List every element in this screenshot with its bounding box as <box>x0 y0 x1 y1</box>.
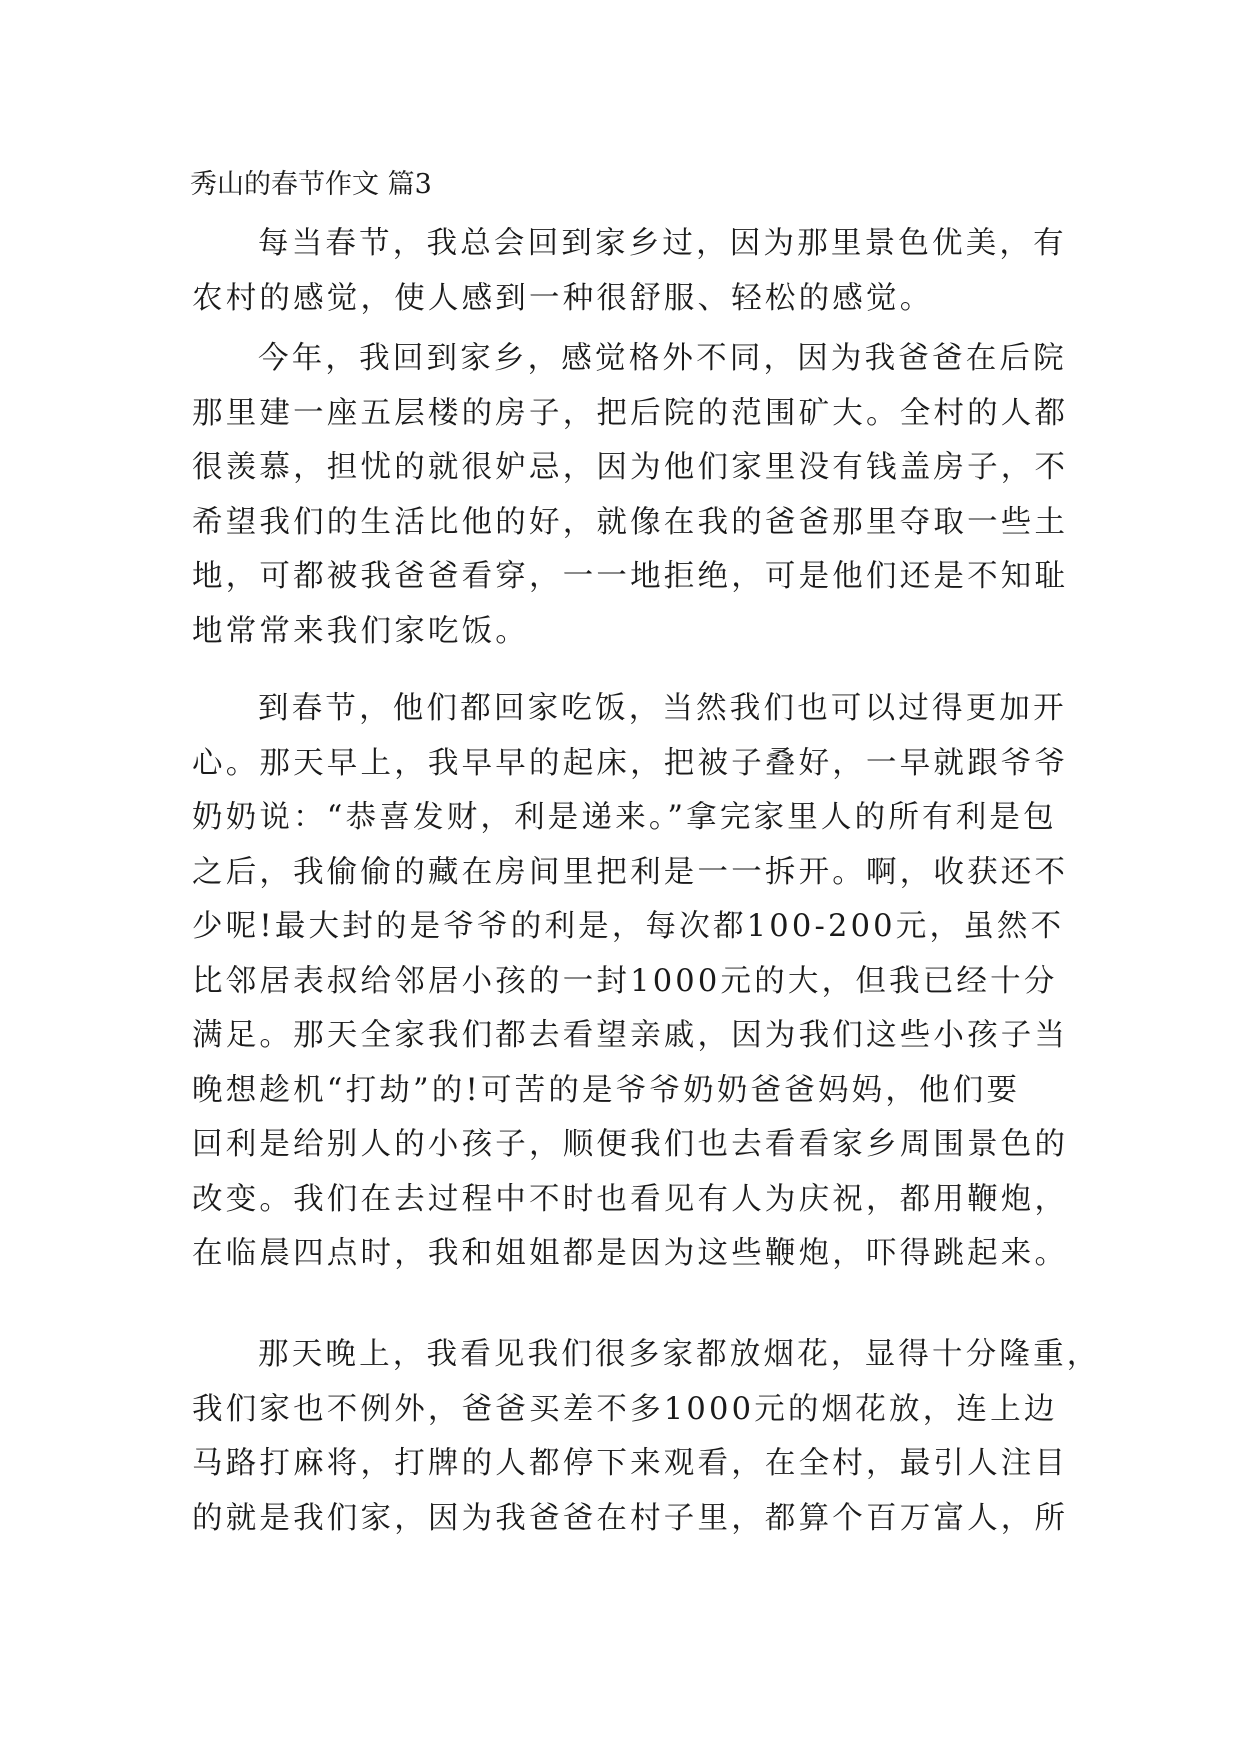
text-line: 奶奶说：“恭喜发财，利是递来。”拿完家里人的所有利是包 <box>192 800 1057 835</box>
text-line: 回利是给别人的小孩子，顺便我们也去看看家乡周围景色的 <box>192 1127 1069 1162</box>
document-title: 秀山的春节作文 篇3 <box>190 169 432 200</box>
text-line: 那天晚上，我看见我们很多家都放烟花，显得十分隆重， <box>258 1337 1101 1372</box>
paragraph-4 <box>192 1328 1101 1546</box>
text-line: 在临晨四点时，我和姐姐都是因为这些鞭炮，吓得跳起来。 <box>192 1236 1069 1271</box>
text-line: 晚想趁机“打劫”的!可苦的是爷爷奶奶爸爸妈妈，他们要 <box>192 1072 1021 1108</box>
text-line: 之后，我偷偷的藏在房间里把利是一一拆开。啊，收获还不 <box>192 854 1069 890</box>
paragraph-2 <box>192 332 1069 659</box>
text-line: 我们家也不例外，爸爸买差不多1000元的烟花放，连上边 <box>192 1391 1058 1427</box>
text-line: 的就是我们家，因为我爸爸在村子里，都算个百万富人，所 <box>192 1500 1069 1536</box>
text-line: 农村的感觉，使人感到一种很舒服、轻松的感觉。 <box>192 280 934 316</box>
text-line: 比邻居表叔给邻居小孩的一封1000元的大，但我已经十分 <box>192 963 1058 999</box>
paragraph-3 <box>192 682 1069 1282</box>
text-line: 马路打麻将，打牌的人都停下来观看，在全村，最引人注目 <box>192 1446 1069 1481</box>
text-line: 少呢!最大封的是爷爷的利是，每次都100-200元，虽然不 <box>192 909 1065 944</box>
text-line: 到春节，他们都回家吃饭，当然我们也可以过得更加开 <box>258 691 1067 726</box>
text-line: 地常常来我们家吃饭。 <box>192 613 529 649</box>
text-line: 那里建一座五层楼的房子，把后院的范围矿大。全村的人都 <box>192 395 1069 431</box>
text-line: 每当春节，我总会回到家乡过，因为那里景色优美，有 <box>258 226 1067 261</box>
paragraph-1 <box>192 217 1067 326</box>
text-line: 满足。那天全家我们都去看望亲戚，因为我们这些小孩子当 <box>192 1018 1069 1053</box>
text-line: 心。那天早上，我早早的起床，把被子叠好，一早就跟爷爷 <box>192 745 1069 781</box>
text-line: 很羡慕，担忧的就很妒忌，因为他们家里没有钱盖房子，不 <box>192 450 1069 485</box>
text-line: 今年，我回到家乡，感觉格外不同，因为我爸爸在后院 <box>258 341 1067 376</box>
text-line: 希望我们的生活比他的好，就像在我的爸爸那里夺取一些土 <box>192 504 1069 540</box>
text-line: 改变。我们在去过程中不时也看见有人为庆祝，都用鞭炮， <box>192 1181 1069 1217</box>
text-line: 地，可都被我爸爸看穿，一一地拒绝，可是他们还是不知耻 <box>192 559 1069 594</box>
